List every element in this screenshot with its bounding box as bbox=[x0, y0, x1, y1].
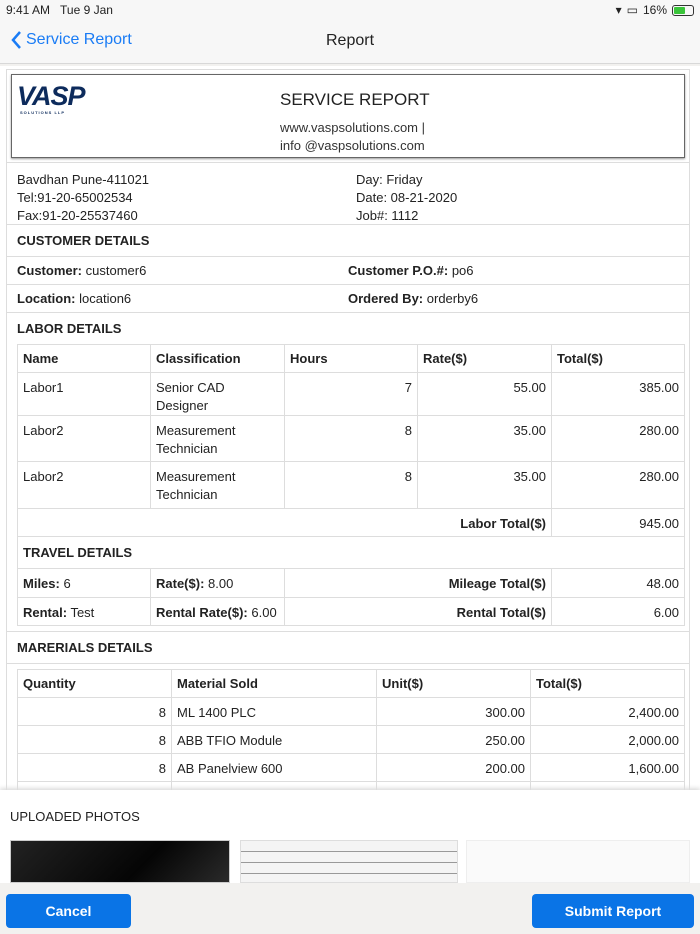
table-cell: ML 1400 PLC bbox=[172, 698, 377, 726]
company-logo: VASP SOLUTIONS LLP bbox=[17, 81, 85, 115]
po-value: po6 bbox=[451, 263, 474, 278]
table-cell: Labor1 bbox=[18, 373, 151, 416]
table-cell: 8 bbox=[285, 462, 418, 509]
table-cell: Labor2 bbox=[18, 462, 151, 509]
customer-value: customer6 bbox=[85, 263, 147, 278]
column-header: Hours bbox=[285, 345, 418, 373]
table-cell: 280.00 bbox=[552, 416, 685, 462]
website: www.vaspsolutions.com | bbox=[280, 120, 425, 135]
battery-percent: 16% bbox=[642, 3, 667, 17]
column-header: Unit($) bbox=[377, 670, 531, 698]
materials-details-heading: MARERIALS DETAILS bbox=[7, 631, 689, 663]
date: Tue 9 Jan bbox=[60, 3, 113, 17]
day: Day: Friday bbox=[356, 172, 423, 187]
miles-label: Miles: bbox=[23, 576, 60, 591]
customer-label: Customer: bbox=[17, 263, 83, 278]
wifi-icon: ▾ bbox=[615, 3, 622, 17]
po-label: Customer P.O.#: bbox=[348, 263, 449, 278]
report-header bbox=[11, 74, 685, 158]
status-bar bbox=[0, 0, 700, 20]
table-cell: 8 bbox=[285, 416, 418, 462]
location-label: Location: bbox=[17, 291, 76, 306]
rental-rate-label: Rental Rate($): bbox=[156, 605, 248, 620]
table-cell: Labor2 bbox=[18, 416, 151, 462]
time: 9:41 AM bbox=[6, 3, 51, 17]
labor-total-value: 945.00 bbox=[552, 509, 685, 537]
table-cell: 35.00 bbox=[418, 416, 552, 462]
uploaded-photos-section bbox=[0, 790, 700, 883]
table-cell: Measurement Technician bbox=[151, 416, 285, 462]
report-date: Date: 08-21-2020 bbox=[356, 190, 458, 205]
table-cell: Measurement Technician bbox=[151, 462, 285, 509]
column-header: Classification bbox=[151, 345, 285, 373]
column-header: Name bbox=[18, 345, 151, 373]
airplay-icon: ▭ bbox=[626, 3, 638, 17]
table-row bbox=[18, 373, 685, 416]
ordered-by-value: orderby6 bbox=[426, 291, 479, 306]
table-row bbox=[18, 726, 685, 754]
cancel-button[interactable]: Cancel bbox=[6, 894, 131, 928]
photo-thumbnail[interactable] bbox=[10, 840, 230, 883]
table-cell: 1,600.00 bbox=[531, 754, 685, 782]
mileage-total-value: 48.00 bbox=[552, 569, 685, 598]
table-cell: 35.00 bbox=[418, 462, 552, 509]
labor-details-heading: LABOR DETAILS bbox=[7, 312, 689, 344]
table-cell: 250.00 bbox=[377, 726, 531, 754]
table-cell: 55.00 bbox=[418, 373, 552, 416]
materials-table bbox=[17, 669, 685, 790]
column-header: Material Sold bbox=[172, 670, 377, 698]
column-header: Rate($) bbox=[418, 345, 552, 373]
photo-thumbnail[interactable] bbox=[240, 840, 458, 883]
page-title: Report bbox=[325, 32, 375, 49]
table-row bbox=[18, 698, 685, 726]
column-header: Total($) bbox=[531, 670, 685, 698]
footer-bar bbox=[0, 883, 700, 934]
address: Bavdhan Pune-411021 bbox=[17, 172, 150, 187]
submit-report-button[interactable]: Submit Report bbox=[532, 894, 694, 928]
report-title: SERVICE REPORT bbox=[280, 90, 430, 109]
mileage-total-label: Mileage Total($) bbox=[448, 576, 546, 591]
report-scroll-area[interactable] bbox=[0, 66, 700, 790]
info-section bbox=[7, 162, 689, 224]
table-row bbox=[18, 754, 685, 782]
rental-rate-value: 6.00 bbox=[251, 605, 277, 620]
table-cell: 7 bbox=[285, 373, 418, 416]
table-cell: 8 bbox=[18, 698, 172, 726]
travel-details-heading: TRAVEL DETAILS bbox=[23, 545, 133, 560]
table-row bbox=[18, 416, 685, 462]
table-cell: 2,400.00 bbox=[531, 698, 685, 726]
miles-value: 6 bbox=[63, 576, 71, 591]
location-value: location6 bbox=[79, 291, 132, 306]
rate-label: Rate($): bbox=[156, 576, 205, 591]
uploaded-photos-heading: UPLOADED PHOTOS bbox=[10, 809, 140, 824]
job-number: Job#: 1112 bbox=[356, 208, 419, 223]
rental-total-value: 6.00 bbox=[552, 598, 685, 626]
photo-thumbnail[interactable] bbox=[466, 840, 690, 883]
column-header: Quantity bbox=[18, 670, 172, 698]
table-cell: 8 bbox=[18, 726, 172, 754]
back-label: Service Report bbox=[26, 31, 132, 48]
labor-total-label: Labor Total($) bbox=[460, 516, 546, 531]
rate-value: 8.00 bbox=[208, 576, 234, 591]
fax: Fax:91-20-25537460 bbox=[17, 208, 138, 223]
customer-details-heading: CUSTOMER DETAILS bbox=[7, 224, 689, 256]
rental-label: Rental: bbox=[23, 605, 68, 620]
rental-value: Test bbox=[70, 605, 95, 620]
table-cell: 2,000.00 bbox=[531, 726, 685, 754]
rental-total-label: Rental Total($) bbox=[456, 605, 546, 620]
table-cell: AB Panelview 600 bbox=[172, 754, 377, 782]
table-cell: 300.00 bbox=[377, 698, 531, 726]
table-row bbox=[18, 462, 685, 509]
table-cell: 280.00 bbox=[552, 462, 685, 509]
labor-table bbox=[17, 344, 685, 626]
table-cell: Senior CAD Designer bbox=[151, 373, 285, 416]
column-header: Total($) bbox=[552, 345, 685, 373]
table-cell: ABB TFIO Module bbox=[172, 726, 377, 754]
battery-icon bbox=[672, 5, 694, 16]
ordered-by-label: Ordered By: bbox=[348, 291, 424, 306]
navigation-bar bbox=[0, 20, 700, 64]
table-cell: 200.00 bbox=[377, 754, 531, 782]
report bbox=[6, 69, 690, 790]
table-cell: 8 bbox=[18, 754, 172, 782]
table-cell: 385.00 bbox=[552, 373, 685, 416]
tel: Tel:91-20-65002534 bbox=[17, 190, 133, 205]
email: info @vaspsolutions.com bbox=[280, 138, 425, 153]
